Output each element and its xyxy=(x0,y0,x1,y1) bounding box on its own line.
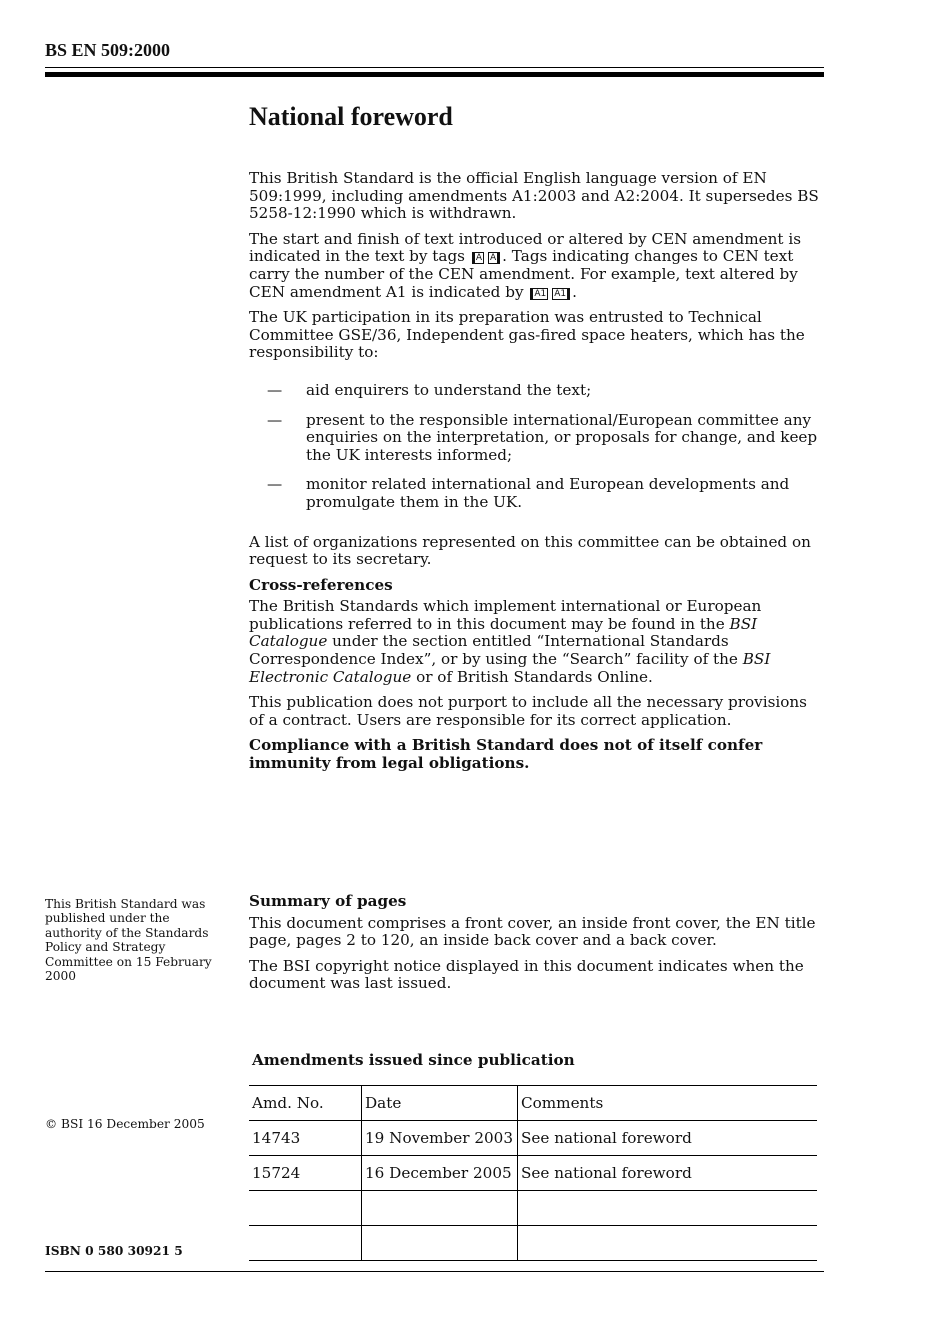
table-cell: 15724 xyxy=(249,1156,362,1191)
summary-text: This document comprises a front cover, an inside front cover, the EN title page, pages 2 to 120, an inside back cover and a back cover. xyxy=(249,913,816,950)
tags-text-part-3: . xyxy=(572,282,577,301)
dash-bullet: — xyxy=(267,380,283,399)
amendment-start-tag-icon: A xyxy=(472,252,484,264)
header-thick-rule xyxy=(45,72,824,77)
a1-end-tag-icon: A1 xyxy=(552,288,570,300)
page-title: National foreword xyxy=(249,102,453,131)
table-cell xyxy=(249,1191,362,1226)
committee-paragraph: The UK participation in its preparation was entrusted to Technical Committee GSE/36, Independent gas-fired space heaters, which has the responsibility to: xyxy=(249,308,805,362)
dash-bullet: — xyxy=(267,410,283,429)
header-cell: Comments xyxy=(518,1086,818,1121)
header-cell: Date xyxy=(362,1086,518,1121)
disclaimer-paragraph: This publication does not purport to include all the necessary provisions of a contract. Users are responsible for its correct application. xyxy=(249,693,807,729)
copyright-line: © BSI 16 December 2005 xyxy=(45,1117,205,1131)
table-cell: See national foreword xyxy=(518,1121,818,1156)
summary-heading: Summary of pages xyxy=(249,892,407,910)
organizations-paragraph: A list of organizations represented on this committee can be obtained on request to its secretary. xyxy=(249,532,811,569)
table-row xyxy=(249,1191,817,1226)
footer-rule xyxy=(45,1271,824,1272)
amendment-end-tag-icon: A xyxy=(488,252,500,264)
table-cell xyxy=(518,1191,818,1226)
table-cell: 19 November 2003 xyxy=(362,1121,518,1156)
document-id: BS EN 509:2000 xyxy=(45,40,171,60)
amendment-tags-paragraph xyxy=(249,231,821,301)
copyright-notice-text: The BSI copyright notice displayed in this document indicates when the document was last issued. xyxy=(249,956,804,993)
table-row xyxy=(249,1226,817,1261)
cross-ref-text-c: or of British Standards Online. xyxy=(411,667,653,686)
cross-references-heading: Cross-references xyxy=(249,575,393,594)
dash-bullet: — xyxy=(267,475,283,494)
publication-note: This British Standard was published under the authority of the Standards Policy and Strategy Committee on 15 February 2000 xyxy=(45,897,212,984)
table-header-row xyxy=(249,1086,817,1121)
main-content xyxy=(249,100,821,781)
header-cell: Amd. No. xyxy=(249,1086,362,1121)
amendments-title: Amendments issued since publication xyxy=(252,1051,575,1069)
responsibilities-list xyxy=(249,382,821,512)
summary-of-pages xyxy=(249,893,821,1001)
list-item-text: aid enquirers to understand the text; xyxy=(306,380,592,399)
list-item xyxy=(249,412,821,465)
a1-start-tag-icon: A1 xyxy=(530,288,548,300)
list-item-text: present to the responsible international/European committee any enquiries on the interpretation, or proposals for change, and keep the UK interests informed; xyxy=(306,410,818,464)
intro-paragraph: This British Standard is the official English language version of EN 509:1999, including amendments A1:2003 and A2:2004. It supersedes BS 5258-12:1990 which is withdrawn. xyxy=(249,169,819,223)
tags-text-part-2: . Tags indicating changes to CEN text carry the number of the CEN amendment. For example, text altered by CEN amendment A1 is indicated by xyxy=(249,247,798,301)
cross-ref-text-b: under the section entitled “International Standards Correspondence Index”, or by using the “Search” facility of the xyxy=(249,632,743,669)
header-thin-rule xyxy=(45,67,824,68)
bsi-electronic-catalogue-title: BSI Electronic Catalogue xyxy=(249,650,771,686)
bsi-catalogue-title: BSI Catalogue xyxy=(249,614,758,651)
table-cell xyxy=(518,1226,818,1261)
list-item xyxy=(249,476,821,511)
compliance-statement: Compliance with a British Standard does not of itself confer immunity from legal obligations. xyxy=(249,736,763,773)
tags-text-part-1: The start and finish of text introduced or altered by CEN amendment is indicated in the text by tags xyxy=(249,229,801,266)
table-row xyxy=(249,1156,817,1191)
isbn: ISBN 0 580 30921 5 xyxy=(45,1244,183,1258)
table-cell xyxy=(249,1226,362,1261)
cross-ref-text-a: The British Standards which implement international or European publications referred to in this document may be found in the xyxy=(249,597,762,633)
table-cell: 14743 xyxy=(249,1121,362,1156)
amendments-table xyxy=(249,1085,817,1261)
table-cell xyxy=(362,1226,518,1261)
table-cell xyxy=(362,1191,518,1226)
list-item-text: monitor related international and European developments and promulgate them in the UK. xyxy=(306,475,790,511)
table-cell: See national foreword xyxy=(518,1156,818,1191)
cross-references-paragraph xyxy=(249,598,821,686)
table-row xyxy=(249,1121,817,1156)
list-item xyxy=(249,382,821,400)
table-cell: 16 December 2005 xyxy=(362,1156,518,1191)
